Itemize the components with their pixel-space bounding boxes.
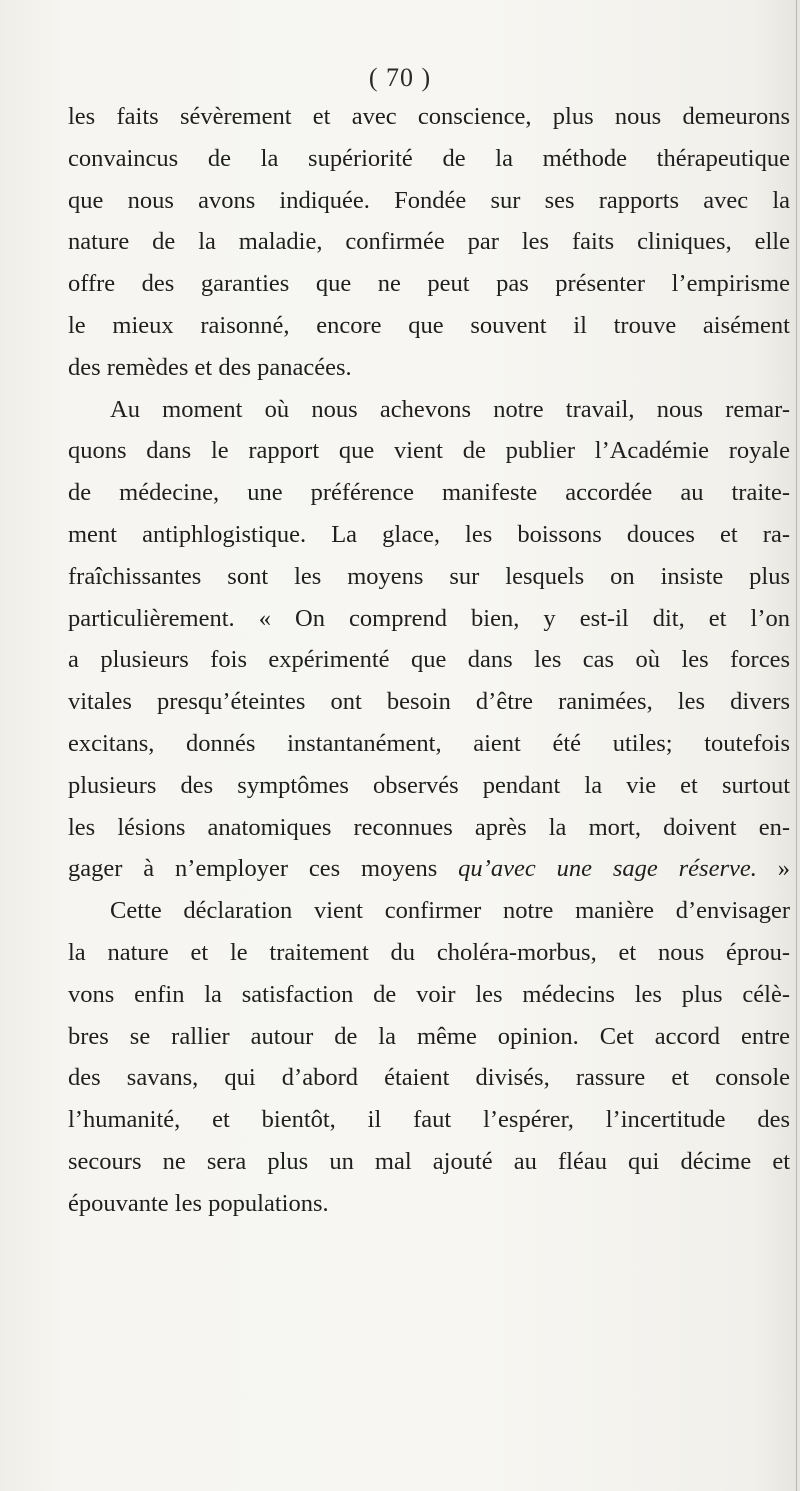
- text-line-with-italic: [68, 848, 790, 890]
- text-line: nature de la maladie, confirmée par les faits cliniques, elle: [68, 228, 790, 256]
- text-line: a plusieurs fois expérimenté que dans les cas où les forces: [68, 646, 790, 674]
- text-line: des remèdes et des panacées.: [68, 353, 352, 381]
- text-line: le mieux raisonné, encore que souvent il trouve aisément: [68, 311, 790, 339]
- text-line: vons enfin la satisfaction de voir les médecins les plus célè-: [68, 980, 790, 1008]
- text-line: vitales presqu’éteintes ont besoin d’être ranimées, les divers: [68, 688, 790, 716]
- text-line: les lésions anatomiques reconnues après la mort, doivent en-: [68, 813, 790, 841]
- closing-quote: »: [756, 855, 790, 883]
- italic-quote: qu’avec une sage réserve.: [458, 855, 757, 883]
- text-line: ment antiphlogistique. La glace, les boissons douces et ra-: [68, 520, 790, 548]
- text-line: convaincus de la supériorité de la méthode thérapeutique: [68, 144, 790, 172]
- text-line: de médecine, une préférence manifeste accordée au traite-: [68, 479, 790, 507]
- text-line: les faits sévèrement et avec conscience, plus nous demeurons: [68, 103, 790, 130]
- text-line: quons dans le rapport que vient de publier l’Académie royale: [68, 437, 790, 465]
- text-line: excitans, donnés instantanément, aient été utiles; toutefois: [68, 729, 790, 757]
- page-edge: [796, 0, 797, 1491]
- text-line: épouvante les populations.: [68, 1189, 329, 1217]
- paragraph-start-line: Au moment où nous achevons notre travail, nous remar-: [110, 395, 790, 423]
- text-segment: gager à n’employer ces moyens: [68, 855, 438, 883]
- text-line: secours ne sera plus un mal ajouté au fléau qui décime et: [68, 1147, 790, 1175]
- text-line: offre des garanties que ne peut pas présenter l’empirisme: [68, 270, 790, 298]
- text-line: particulièrement. « On comprend bien, y est-il dit, et l’on: [68, 604, 790, 632]
- page-number: ( 70 ): [368, 63, 432, 92]
- paragraph-start-line: Cette déclaration vient confirmer notre manière d’envisager: [110, 897, 790, 925]
- text-line: fraîchissantes sont les moyens sur lesquels on insiste plus: [68, 562, 790, 590]
- body-text: [68, 96, 790, 1225]
- text-line: des savans, qui d’abord étaient divisés, rassure et console: [68, 1064, 790, 1092]
- text-line: l’humanité, et bientôt, il faut l’espérer, l’incertitude des: [68, 1106, 790, 1134]
- text-line: plusieurs des symptômes observés pendant la vie et surtout: [68, 771, 790, 799]
- text-line: que nous avons indiquée. Fondée sur ses rapports avec la: [68, 186, 790, 214]
- text-line: la nature et le traitement du choléra-morbus, et nous éprou-: [68, 938, 790, 966]
- text-line: bres se rallier autour de la même opinion. Cet accord entre: [68, 1022, 790, 1050]
